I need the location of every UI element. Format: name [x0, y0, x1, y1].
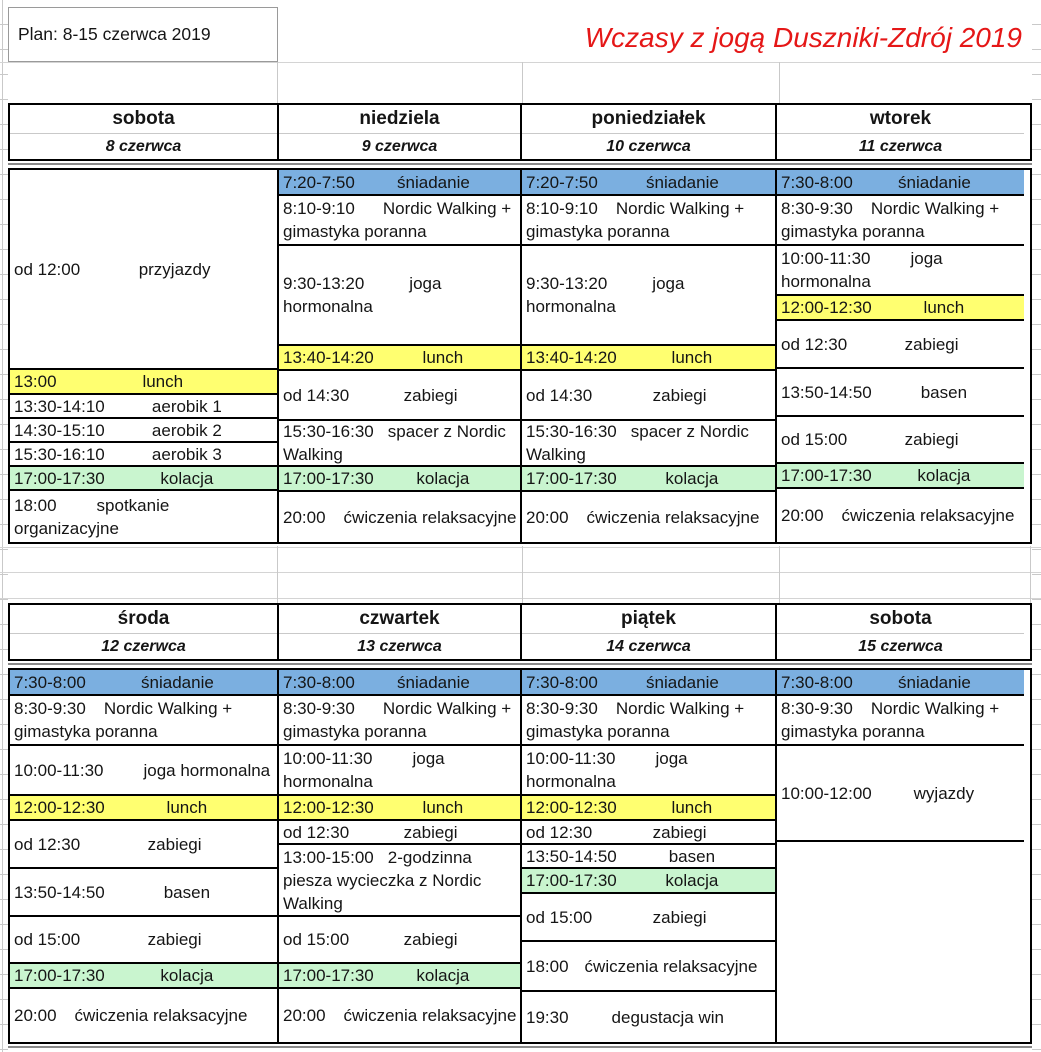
day-date: 12 czerwca [10, 633, 277, 659]
event-activity: kolacja [917, 466, 971, 485]
schedule-cell[interactable] [522, 821, 775, 845]
day-date: 13 czerwca [279, 633, 520, 659]
event-time: 10:00-11:30 [14, 760, 104, 780]
event-time: 10:00-11:30 [526, 749, 616, 768]
day-column-czwartek [277, 670, 520, 1042]
schedule-cell[interactable] [522, 696, 775, 746]
week1-body [8, 168, 1032, 544]
event-time: 7:20-7:50 [283, 172, 355, 192]
schedule-cell[interactable] [10, 170, 277, 370]
event-activity: lunch [142, 372, 184, 391]
schedule-cell[interactable] [10, 989, 277, 1042]
day-name: piątek [621, 608, 676, 629]
schedule-cell-breakfast[interactable] [777, 670, 1024, 696]
plan-label: Plan: 8-15 czerwca 2019 [18, 24, 211, 44]
schedule-cell[interactable] [10, 443, 277, 467]
day-date: 10 czerwca [522, 133, 775, 159]
event-time: 15:30-16:10 [14, 444, 105, 464]
schedule-cell-dinner[interactable] [10, 467, 277, 491]
schedule-cell-lunch[interactable] [522, 346, 775, 371]
event-time: 13:50-14:50 [14, 882, 105, 902]
event-time: 9:30-13:20 [526, 274, 608, 293]
schedule-week-1 [8, 103, 1032, 544]
schedule-cell[interactable] [10, 491, 277, 542]
event-activity: śniadanie [397, 172, 470, 192]
schedule-cell[interactable] [522, 421, 775, 467]
event-time: 12:00-12:30 [14, 798, 105, 817]
event-time: od 12:00 [14, 259, 81, 279]
event-time: 17:00-17:30 [781, 466, 872, 485]
gridline [277, 546, 278, 603]
event-time: 10:00-12:00 [781, 783, 872, 803]
plan-cell[interactable] [8, 7, 278, 62]
day-name: poniedziałek [591, 108, 706, 129]
event-time: 7:30-8:00 [781, 172, 853, 192]
schedule-cell[interactable] [279, 696, 520, 746]
gridline [2, 0, 3, 1052]
day-header-poniedziałek[interactable] [520, 105, 775, 159]
event-activity: zabiegi [147, 834, 202, 854]
week2-header [8, 603, 1032, 661]
table-bottom-double-border [8, 1046, 1032, 1048]
schedule-cell[interactable] [522, 246, 775, 346]
schedule-cell[interactable] [279, 917, 520, 964]
event-time: 15:30-16:30 [526, 422, 617, 441]
event-activity: ćwiczenia relaksacyjne [343, 1006, 517, 1025]
gridline [0, 572, 1041, 573]
event-time: 17:00-17:30 [14, 966, 105, 985]
event-activity: śniadanie [646, 672, 719, 692]
event-activity: śniadanie [898, 672, 971, 692]
schedule-cell[interactable] [10, 419, 277, 443]
event-activity: przyjazdy [138, 259, 211, 279]
event-activity: Nordic Walking + gimastyka poranna [781, 699, 1000, 741]
event-time: od 15:00 [283, 930, 350, 949]
day-name: sobota [869, 608, 932, 629]
day-header-czwartek[interactable] [277, 605, 520, 659]
schedule-cell-dinner[interactable] [522, 467, 775, 492]
event-activity: aerobik 1 [151, 396, 222, 416]
event-activity: kolacja [160, 468, 214, 488]
event-time: 13:00-15:00 [283, 847, 374, 867]
header-double-border [8, 663, 1032, 665]
event-activity: wyjazdy [913, 783, 975, 803]
schedule-cell[interactable] [522, 492, 775, 542]
event-activity: spacer z Nordic Walking [526, 422, 749, 464]
event-activity: ćwiczenia relaksacyjne [343, 507, 517, 527]
event-time: 18:00 [14, 495, 57, 515]
schedule-cell[interactable] [522, 942, 775, 992]
gridline [522, 62, 523, 103]
event-activity: lunch [671, 348, 713, 367]
page-title: Wczasy z jogą Duszniki-Zdrój 2019 [584, 22, 1022, 53]
event-time: od 15:00 [781, 430, 848, 449]
schedule-cell[interactable] [522, 992, 775, 1042]
schedule-cell[interactable] [279, 746, 520, 796]
gridline [779, 62, 780, 103]
schedule-cell-dinner[interactable] [10, 964, 277, 989]
event-time: 14:30-15:10 [14, 420, 105, 440]
event-time: 9:30-13:20 [283, 274, 365, 293]
event-activity: lunch [671, 798, 713, 817]
schedule-cell[interactable] [522, 196, 775, 246]
event-activity: Nordic Walking + gimastyka poranna [14, 699, 233, 741]
schedule-cell-dinner[interactable] [522, 869, 775, 894]
gridline-margin-right [1032, 0, 1041, 1052]
event-time: 20:00 [526, 507, 569, 527]
event-time: od 12:30 [283, 822, 350, 842]
event-activity: lunch [422, 348, 464, 367]
schedule-cell[interactable] [777, 417, 1024, 464]
event-time: 8:30-9:30 [526, 699, 598, 718]
day-header-niedziela[interactable] [277, 105, 520, 159]
event-activity: Nordic Walking + gimastyka poranna [781, 199, 1000, 241]
event-time: 10:00-11:30 [283, 749, 373, 768]
event-time: 19:30 [526, 1007, 569, 1027]
event-activity: śniadanie [397, 672, 470, 692]
event-time: 17:00-17:30 [526, 871, 617, 890]
day-name: niedziela [359, 108, 440, 129]
schedule-cell[interactable] [279, 492, 520, 542]
event-activity: zabiegi [652, 907, 707, 927]
event-time: 13:50-14:50 [781, 382, 872, 402]
week2-body [8, 668, 1032, 1044]
event-activity: kolacja [160, 966, 214, 985]
schedule-cell[interactable] [10, 821, 277, 869]
schedule-cell[interactable] [10, 746, 277, 796]
day-name: wtorek [869, 108, 932, 129]
event-activity: ćwiczenia relaksacyjne [74, 1006, 248, 1025]
event-activity: kolacja [665, 469, 719, 488]
event-activity: ćwiczenia relaksacyjne [586, 507, 760, 527]
header-double-border [8, 163, 1032, 165]
event-time: 13:00 [14, 372, 57, 391]
schedule-cell[interactable] [777, 246, 1024, 296]
event-activity: zabiegi [403, 930, 458, 949]
schedule-cell[interactable] [279, 989, 520, 1042]
event-activity: zabiegi [403, 385, 458, 405]
gridline [0, 547, 1041, 548]
event-activity: aerobik 3 [151, 444, 222, 464]
schedule-cell[interactable] [522, 371, 775, 421]
event-activity: ćwiczenia relaksacyjne [584, 956, 758, 976]
schedule-cell[interactable] [279, 845, 520, 917]
schedule-cell[interactable] [279, 371, 520, 421]
day-column-wtorek [775, 170, 1024, 542]
event-activity: basen [163, 882, 211, 902]
event-time: 20:00 [14, 1006, 57, 1025]
event-activity: Nordic Walking + gimastyka poranna [526, 699, 745, 741]
day-header-wtorek[interactable] [775, 105, 1024, 159]
gridline [1030, 546, 1031, 603]
event-time: 7:30-8:00 [781, 672, 853, 692]
event-time: od 15:00 [14, 930, 81, 949]
gridline [277, 62, 278, 103]
day-header-środa[interactable] [10, 605, 277, 659]
event-activity: spacer z Nordic Walking [283, 422, 506, 464]
schedule-cell-dinner[interactable] [279, 467, 520, 492]
event-time: od 15:00 [526, 907, 593, 927]
day-column-środa [10, 670, 277, 1042]
event-time: 7:30-8:00 [283, 672, 355, 692]
event-time: 20:00 [781, 506, 824, 525]
gridline [0, 598, 1041, 599]
event-activity: degustacja win [611, 1007, 724, 1027]
schedule-cell[interactable] [777, 842, 1024, 1042]
schedule-cell-dinner[interactable] [777, 464, 1024, 489]
event-time: 17:00-17:30 [14, 468, 105, 488]
schedule-cell[interactable] [10, 917, 277, 964]
event-activity: aerobik 2 [151, 420, 222, 440]
event-activity: zabiegi [652, 822, 707, 842]
event-time: 8:30-9:30 [283, 699, 355, 718]
schedule-cell[interactable] [10, 395, 277, 419]
schedule-cell[interactable] [522, 894, 775, 942]
event-time: 17:00-17:30 [526, 469, 617, 488]
day-name: środa [117, 608, 170, 629]
schedule-cell[interactable] [279, 821, 520, 845]
day-name: czwartek [359, 608, 440, 629]
event-time: 7:20-7:50 [526, 172, 598, 192]
event-time: 13:30-14:10 [14, 396, 105, 416]
schedule-cell[interactable] [10, 696, 277, 746]
event-time: od 14:30 [283, 385, 350, 405]
week1-header [8, 103, 1032, 161]
event-activity: śniadanie [646, 172, 719, 192]
event-activity: ćwiczenia relaksacyjne [841, 506, 1015, 525]
event-activity: joga hormonalna [526, 274, 685, 316]
schedule-cell-lunch[interactable] [279, 346, 520, 371]
schedule-cell-breakfast[interactable] [522, 670, 775, 696]
schedule-cell-breakfast[interactable] [10, 670, 277, 696]
day-date: 11 czerwca [777, 133, 1024, 159]
schedule-cell-lunch[interactable] [522, 796, 775, 821]
event-time: 7:30-8:00 [526, 672, 598, 692]
event-time: 8:10-9:10 [283, 199, 355, 218]
event-time: 13:40-14:20 [283, 348, 374, 367]
event-time: 13:40-14:20 [526, 348, 617, 367]
schedule-cell-breakfast[interactable] [279, 670, 520, 696]
event-time: 8:10-9:10 [526, 199, 598, 218]
schedule-cell-lunch[interactable] [279, 796, 520, 821]
day-header-piątek[interactable] [520, 605, 775, 659]
schedule-cell-dinner[interactable] [279, 964, 520, 989]
day-column-poniedziałek [520, 170, 775, 542]
event-time: 7:30-8:00 [14, 672, 86, 692]
event-activity: joga hormonalna [283, 274, 442, 316]
day-date: 14 czerwca [522, 633, 775, 659]
event-activity: joga hormonalna [283, 749, 445, 791]
day-column-sobota [775, 670, 1024, 1042]
gridline [779, 546, 780, 603]
schedule-cell[interactable] [777, 696, 1024, 746]
day-column-niedziela [277, 170, 520, 542]
schedule-cell-lunch[interactable] [10, 796, 277, 821]
event-activity: spotkanie organizacyjne [14, 495, 170, 538]
event-activity: zabiegi [652, 385, 707, 405]
event-activity: Nordic Walking + gimastyka poranna [283, 199, 512, 241]
event-activity: zabiegi [904, 430, 959, 449]
event-time: 18:00 [526, 956, 569, 976]
event-activity: basen [920, 382, 968, 402]
event-activity: lunch [166, 798, 208, 817]
schedule-cell-breakfast[interactable] [279, 170, 520, 196]
schedule-cell[interactable] [279, 421, 520, 467]
schedule-cell[interactable] [522, 845, 775, 869]
event-activity: Nordic Walking + gimastyka poranna [526, 199, 745, 241]
schedule-cell[interactable] [522, 746, 775, 796]
event-activity: lunch [923, 298, 965, 317]
event-activity: zabiegi [147, 930, 202, 949]
event-activity: śniadanie [898, 172, 971, 192]
event-activity: Nordic Walking + gimastyka poranna [283, 699, 512, 741]
day-header-sobota[interactable] [10, 105, 277, 159]
event-time: 17:00-17:30 [283, 966, 374, 985]
event-time: 12:00-12:30 [283, 798, 374, 817]
event-activity: kolacja [416, 966, 470, 985]
schedule-cell-breakfast[interactable] [777, 170, 1024, 196]
event-time: 12:00-12:30 [526, 798, 617, 817]
schedule-cell[interactable] [777, 196, 1024, 246]
event-activity: lunch [422, 798, 464, 817]
event-activity: 2-godzinna piesza wycieczka z Nordic Walking [283, 847, 482, 913]
event-time: 20:00 [283, 1006, 326, 1025]
event-time: 8:30-9:30 [781, 699, 853, 718]
event-activity: joga hormonalna [781, 249, 943, 291]
event-time: 12:00-12:30 [781, 298, 872, 317]
schedule-week-2 [8, 603, 1032, 1048]
event-time: 20:00 [283, 507, 326, 527]
event-time: 15:30-16:30 [283, 422, 374, 441]
schedule-cell-lunch[interactable] [777, 296, 1024, 321]
event-time: 17:00-17:30 [283, 469, 374, 488]
event-activity: basen [668, 846, 716, 866]
day-column-sobota [10, 170, 277, 542]
schedule-cell[interactable] [10, 869, 277, 917]
event-activity: zabiegi [904, 334, 959, 354]
schedule-cell[interactable] [777, 321, 1024, 369]
schedule-cell[interactable] [279, 246, 520, 346]
schedule-cell[interactable] [777, 746, 1024, 842]
event-activity: kolacja [416, 469, 470, 488]
event-activity: zabiegi [403, 822, 458, 842]
event-time: 8:30-9:30 [14, 699, 86, 718]
day-column-piątek [520, 670, 775, 1042]
schedule-cell[interactable] [279, 196, 520, 246]
schedule-cell[interactable] [777, 489, 1024, 542]
schedule-cell-breakfast[interactable] [522, 170, 775, 196]
day-name: sobota [112, 108, 175, 129]
event-time: 13:50-14:50 [526, 846, 617, 866]
event-time: 10:00-11:30 [781, 249, 871, 268]
event-time: od 12:30 [526, 822, 593, 842]
day-date: 8 czerwca [10, 133, 277, 159]
gridline [522, 546, 523, 603]
event-activity: kolacja [665, 871, 719, 890]
event-activity: śniadanie [141, 672, 214, 692]
event-activity: joga hormonalna [526, 749, 688, 791]
event-time: od 12:30 [14, 834, 81, 854]
schedule-cell[interactable] [777, 369, 1024, 417]
day-date: 9 czerwca [279, 133, 520, 159]
schedule-cell-lunch[interactable] [10, 370, 277, 395]
event-time: od 14:30 [526, 385, 593, 405]
event-time: od 12:30 [781, 334, 848, 354]
day-date: 15 czerwca [777, 633, 1024, 659]
gridline [0, 62, 1041, 63]
event-activity: joga hormonalna [143, 760, 271, 780]
event-time: 8:30-9:30 [781, 199, 853, 218]
day-header-sobota[interactable] [775, 605, 1024, 659]
